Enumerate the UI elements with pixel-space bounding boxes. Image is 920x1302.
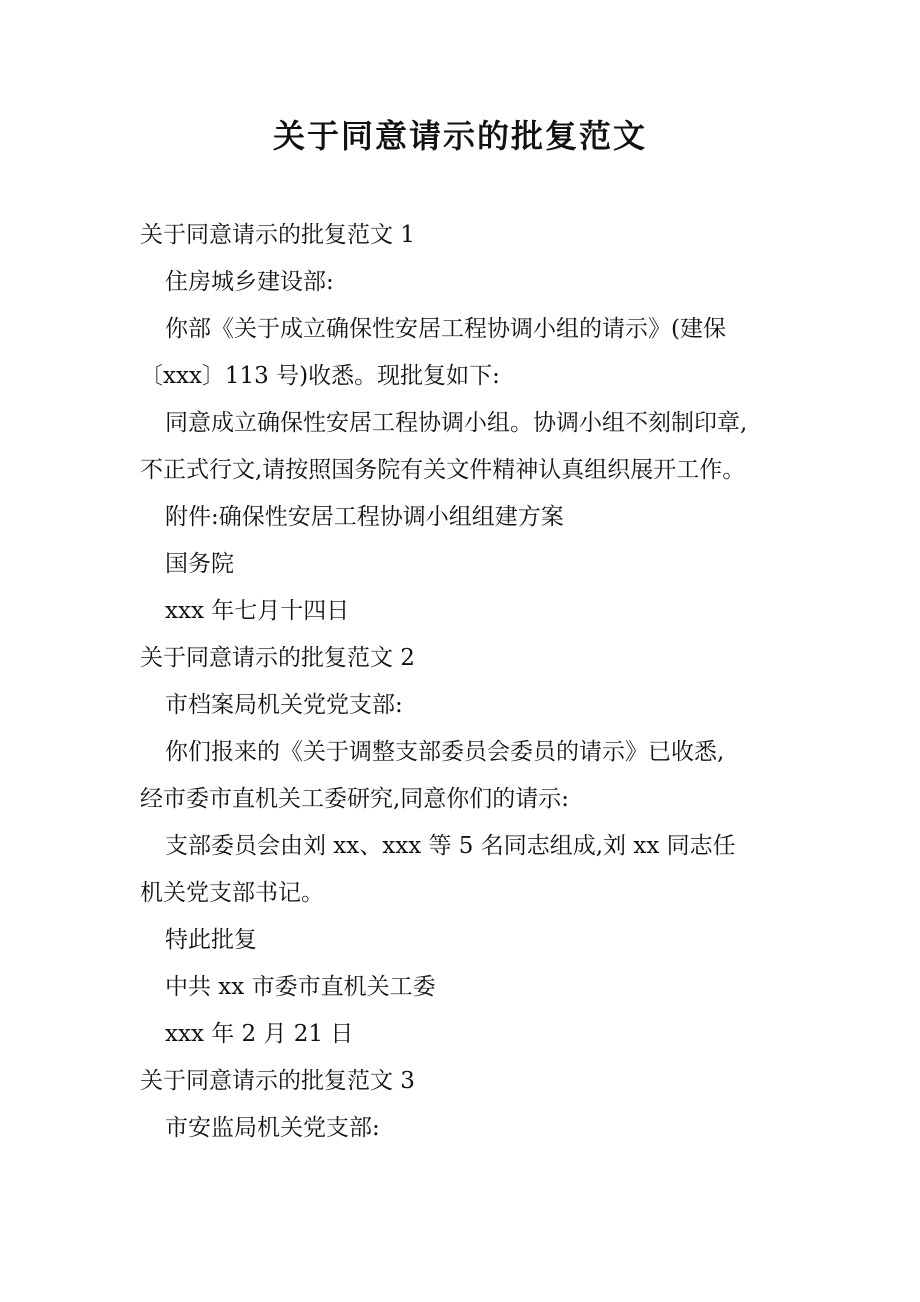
paragraph-line: 你们报来的《关于调整支部委员会委员的请示》已收悉,	[165, 739, 725, 765]
document-title: 关于同意请示的批复范文	[272, 117, 647, 155]
paragraph-line: 国务院	[165, 551, 234, 577]
heading-or-continuation-line: 〔xxx〕113 号)收悉。现批复如下:	[140, 363, 500, 389]
paragraph-line: 住房城乡建设部:	[165, 269, 334, 295]
heading-or-continuation-line: 机关党支部书记。	[140, 880, 324, 906]
heading-or-continuation-line: 不正式行文,请按照国务院有关文件精神认真组织展开工作。	[140, 457, 746, 483]
heading-or-continuation-line: 关于同意请示的批复范文 3	[140, 1068, 415, 1094]
paragraph-line: 市安监局机关党支部:	[165, 1115, 380, 1141]
paragraph-line: 附件:确保性安居工程协调小组组建方案	[165, 504, 564, 530]
document-body	[140, 212, 800, 1152]
paragraph-line: 支部委员会由刘 xx、xxx 等 5 名同志组成,刘 xx 同志任	[165, 833, 736, 859]
paragraph-line: xxx 年 2 月 21 日	[165, 1021, 354, 1047]
paragraph-line: 市档案局机关党党支部:	[165, 692, 403, 718]
paragraph-line: xxx 年七月十四日	[165, 598, 350, 624]
paragraph-line: 中共 xx 市委市直机关工委	[165, 974, 436, 1000]
paragraph-line: 同意成立确保性安居工程协调小组。协调小组不刻制印章,	[165, 410, 748, 436]
heading-or-continuation-line: 经市委市直机关工委研究,同意你们的请示:	[140, 786, 570, 812]
heading-or-continuation-line: 关于同意请示的批复范文 2	[140, 645, 415, 671]
heading-or-continuation-line: 关于同意请示的批复范文 1	[140, 222, 415, 248]
paragraph-line: 特此批复	[165, 927, 257, 953]
paragraph-line: 你部《关于成立确保性安居工程协调小组的请示》(建保	[165, 316, 726, 342]
